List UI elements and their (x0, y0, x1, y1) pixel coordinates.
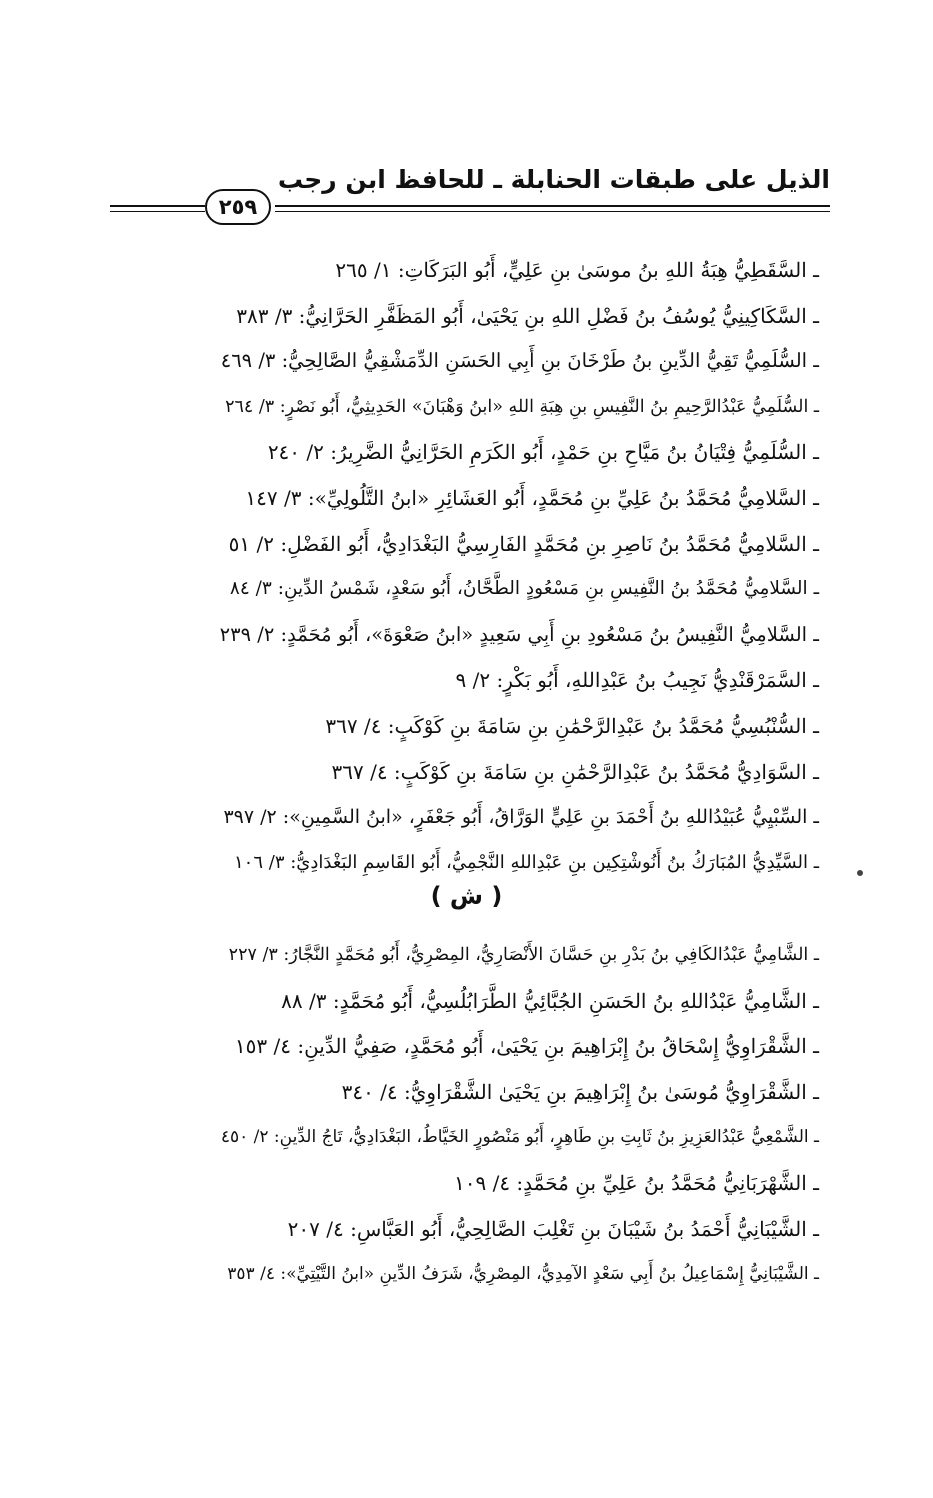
index-entry: ـ السَّلامِيُّ مُحَمَّدُ بنُ النَّفِيسِ بنِ مَسْعُودٍ الطَّحَّانُ، أَبُو سَعْدٍ، شَمْسُ الدِّينِ: ٣/ ٨٤ (229, 578, 819, 600)
index-entry: ـ السَّكَاكِينِيُّ يُوسُفُ بنُ فَضْلِ اللهِ بنِ يَحْيَىٰ، أَبُو المَظَفَّرِ الحَرَّانِيُّ: ٣/ ٣٨٣ (236, 303, 819, 328)
index-entry: ـ الشَّيْبَانِيُّ إِسْمَاعِيلُ بنُ أَبِي سَعْدٍ الآمِدِيُّ، المِصْرِيُّ، شَرَفُ الدِّينِ «ابنُ التَّيْتِيِّ»: ٤/ ٣٥٣ (227, 1264, 819, 1285)
index-entry: ـ الشَّيْبَانِيُّ أَحْمَدُ بنُ شَيْبَانَ بنِ تَغْلِبَ الصَّالِحِيُّ، أَبُو العَبَّاسِ: ٤/ ٢٠٧ (287, 1216, 819, 1241)
index-entry: ـ الشَّمْعِيُّ عَبْدُالعَزِيزِ بنُ ثَابِتِ بنِ طَاهِرٍ، أَبُو مَنْصُورٍ الخَيَّاطُ، البَغْدَادِيُّ، تَاجُ الدِّينِ: ٢/ ٤٥٠ (220, 1127, 819, 1148)
header-rule-left-thin (110, 211, 205, 212)
index-entry: ـ الشَّقْرَاوِيُّ مُوسَىٰ بنُ إِبْرَاهِيمَ بنِ يَحْيَىٰ الشَّقْرَاوِيُّ: ٤/ ٣٤٠ (341, 1079, 819, 1104)
section-heading-shin: ( ش ) (430, 882, 503, 910)
index-entry: ـ السَّيِّدِيُّ المُبَارَكُ بنُ أَنُوشْتِكِين بنِ عَبْدِاللهِ النَّجْمِيُّ، أَبُو القَاسِمِ البَغْدَادِيُّ: ٣/ ١٠٦ (234, 851, 819, 873)
index-entry: ـ السَّقَطِيُّ هِبَةُ اللهِ بنُ موسَىٰ بنِ عَلِيٍّ، أَبُو البَرَكَاتِ: ١/ ٢٦٥ (335, 258, 819, 282)
index-entry: ـ الشَّامِيُّ عَبْدُاللهِ بنُ الحَسَنِ الجُبَّائِيُّ الطَّرَابُلُسِيُّ، أَبُو مُحَمَّدٍ: ٣/ ٨٨ (281, 988, 819, 1013)
index-entry: ـ السُّلَمِيُّ تَقِيُّ الدِّينِ بنُ طَرْخَانَ بنِ أَبِي الحَسَنِ الدِّمَشْقِيُّ الصَّالِحِيُّ: ٣/ ٤٦٩ (220, 349, 819, 373)
running-title: الذيل على طبقات الحنابلة ـ للحافظ ابن رجب (277, 165, 830, 194)
index-entry: ـ السَّمَرْقَنْدِيُّ نَجِيبُ بنُ عَبْدِاللهِ، أَبُو بَكْرٍ: ٢/ ٩ (455, 668, 819, 693)
header-rule-thin (275, 211, 830, 212)
page-number-badge: ٢٥٩ (205, 189, 271, 225)
index-entry: ـ السُّنْبُسِيُّ مُحَمَّدُ بنُ عَبْدِالرَّحْمَٰنِ بنِ سَامَةَ بنِ كَوْكَبٍ: ٤/ ٣٦٧ (325, 713, 819, 738)
page-header (110, 165, 830, 235)
index-entry: ـ السُّلَمِيُّ فِتْيَانُ بنُ مَيَّاحِ بنِ حَمْدٍ، أَبُو الكَرَمِ الحَرَّانِيُّ الضَّرِيرُ: ٢/ ٢٤٠ (267, 440, 819, 465)
index-entry: ـ السَّوَادِيُّ مُحَمَّدُ بنُ عَبْدِالرَّحْمَٰنِ بنِ سَامَةَ بنِ كَوْكَبٍ: ٤/ ٣٦٧ (331, 759, 819, 784)
index-list-shin (221, 935, 841, 1300)
index-entry: ـ السَّلامِيُّ مُحَمَّدُ بنُ عَلِيِّ بنِ مُحَمَّدٍ، أَبُو العَشَائِرِ «ابنُ التَّلُولِيِّ»: ٣/ ١٤٧ (245, 485, 819, 510)
index-entry: ـ الشَّهْرَبَانِيُّ مُحَمَّدُ بنُ عَلِيِّ بنِ مُحَمَّدٍ: ٤/ ١٠٩ (453, 1170, 819, 1195)
header-rule-left (110, 205, 205, 207)
header-rule (275, 205, 830, 207)
scan-speck (857, 870, 863, 876)
index-entry: ـ الشَّامِيُّ عَبْدُالكَافِي بنُ بَدْرِ بنِ حَسَّانَ الأَنْصَارِيُّ، المِصْرِيُّ، أَبُو مُحَمَّدٍ النَّجَّارُ: ٣/ ٢٢٧ (228, 945, 819, 965)
index-entry: ـ السُّلَمِيُّ عَبْدُالرَّحِيمِ بنُ النَّفِيسِ بنِ هِبَةِ اللهِ «ابنُ وَهْبَانَ» الحَدِيثِيُّ، أَبُو نَصْرٍ: ٣/ ٢٦٤ (225, 396, 819, 417)
index-list-sin (221, 250, 841, 888)
index-entry: ـ السَّلامِيُّ مُحَمَّدُ بنُ نَاصِرِ بنِ مُحَمَّدٍ الفَارِسِيُّ البَغْدَادِيُّ، أَبُو الفَضْلِ: ٢/ ٥١ (228, 531, 819, 556)
index-entry: ـ السِّبْيِيُّ عُبَيْدُاللهِ بنُ أَحْمَدَ بنِ عَلِيٍّ الوَرَّاقُ، أَبُو جَعْفَرٍ، «ابنُ السَّمِينِ»: ٢/ ٣٩٧ (223, 806, 819, 829)
index-entry: ـ الشَّقْرَاوِيُّ إِسْحَاقُ بنُ إِبْرَاهِيمَ بنِ يَحْيَىٰ، أَبُو مُحَمَّدٍ، صَفِيُّ الدِّينِ: ٤/ ١٥٣ (234, 1034, 819, 1059)
index-entry: ـ السَّلامِيُّ النَّفِيسُ بنُ مَسْعُودِ بنِ أَبِي سَعِيدٍ «ابنُ صَعْوَةَ»، أَبُو مُحَمَّدٍ: ٢/ ٢٣٩ (219, 622, 819, 646)
